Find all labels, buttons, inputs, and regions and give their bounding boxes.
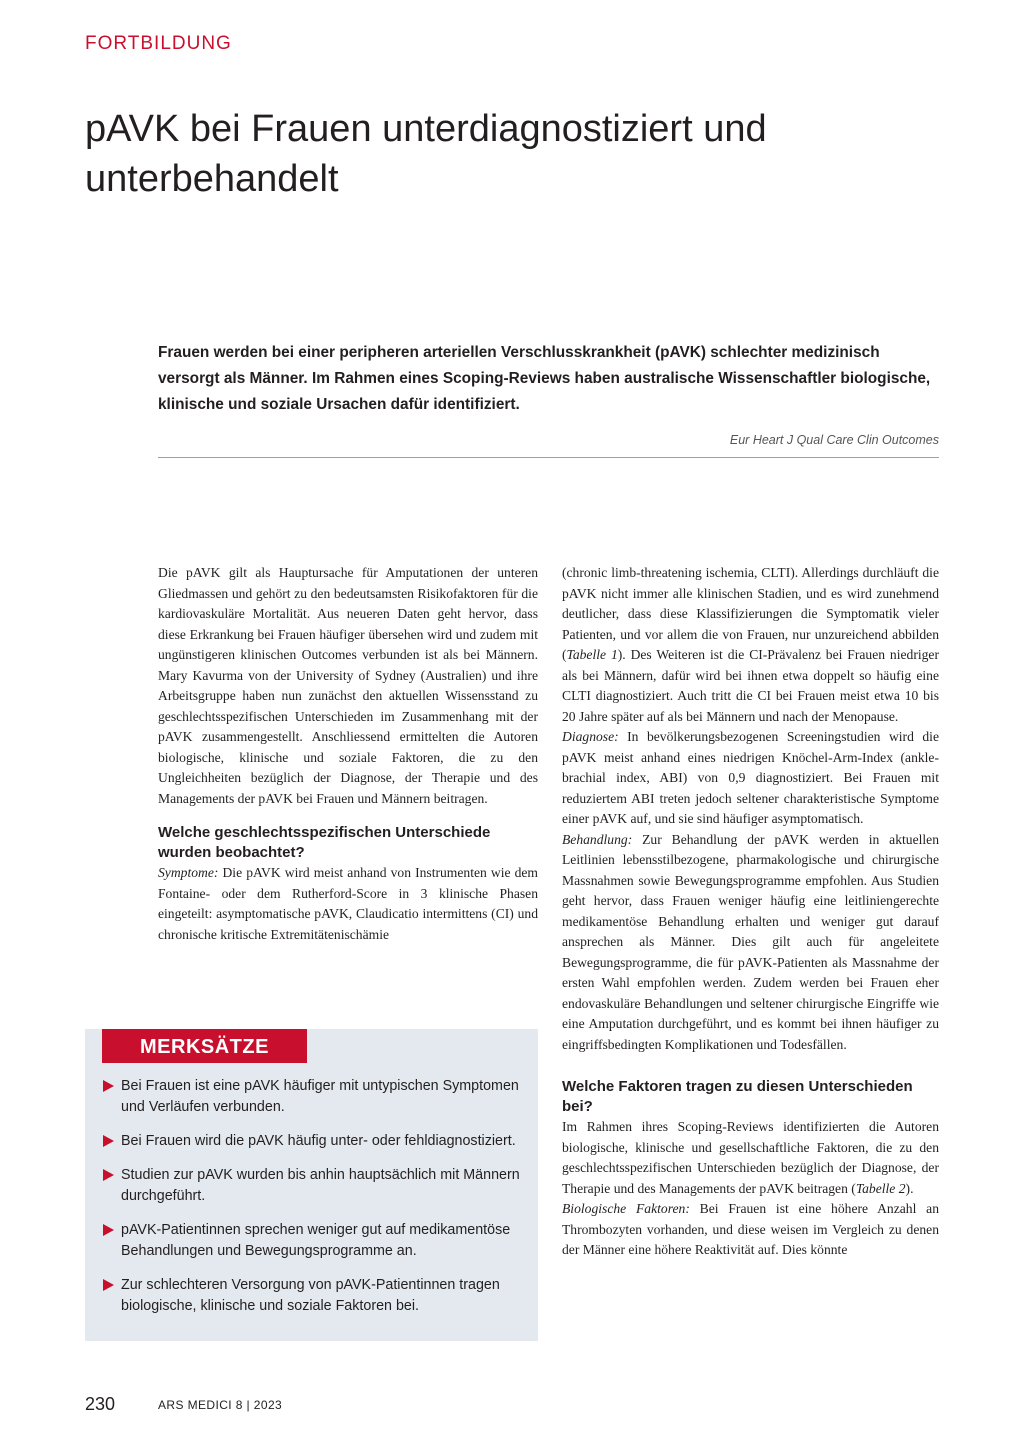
article-lead: Frauen werden bei einer peripheren arteriellen Verschlusskrankheit (pAVK) schlechter medizinisch versorgt als Männer. Im Rahmen eines Scoping-Reviews haben australische Wissenschaftler biologische, klinische und soziale Ursachen dafür identifiziert. [158,344,931,413]
heading-differences: Welche geschlechtsspezifischen Unterschiede wurden beobachtet? [158,824,491,861]
list-item-text: Bei Frauen wird die pAVK häufig unter- oder fehldiagnostiziert. [121,1133,516,1149]
list-item [103,1165,523,1207]
list-item [103,1076,523,1118]
triangle-bullet-icon [103,1080,114,1092]
list-item-text: pAVK-Patientinnen sprechen weniger gut auf medikamentöse Behandlungen und Bewegungsprogramme an. [121,1222,511,1259]
list-item-text: Studien zur pAVK wurden bis anhin hauptsächlich mit Männern durchgeführt. [121,1167,520,1204]
triangle-bullet-icon [103,1224,114,1236]
section-label: FORTBILDUNG [85,33,232,54]
triangle-bullet-icon [103,1135,114,1147]
diagnose-paragraph [562,727,939,830]
symptome-text: Die pAVK wird meist anhand von Instrumenten wie dem Fontaine- oder dem Rutherford-Score in 3 klinische Phasen eingeteilt: asymptomatische pAVK, Claudicatio intermittens (CI) und chronische kritische Extremitätenischämie [158,865,538,942]
column-right [562,563,939,1261]
classification-text-a: (chronic limb-threatening ischemia, CLTI). Allerdings durchläuft die pAVK nicht immer alle klinischen Stadien, und es wird zunehmend deutlicher, dass diese Klassifizierungen die Symptomatik vieler Patienten, und vor allem die von Frauen, nur unzureichend abbilden ( [562,565,939,662]
list-item [103,1131,523,1152]
behandlung-label: Behandlung: [562,831,633,847]
intro-paragraph: Die pAVK gilt als Hauptursache für Amputationen der unteren Gliedmassen und gehört zu den bedeutsamsten Risikofaktoren für die kardiovaskuläre Mortalität. Aus neueren Daten geht hervor, dass diese Erkrankung bei Frauen häufiger übersehen wird und zudem mit ungünstigeren klinischen Outcomes verbunden ist als bei Männern. Mary Kavurma von der University of Sydney (Australien) und ihre Arbeitsgruppe haben nun zunächst den aktuellen Wissensstand zu geschlechtsspezifischen Unterschieden im Zusammenhang mit der pAVK zusammengestellt. Anschliessend ermittelten die Autoren biologische, klinische und soziale Faktoren, die zu den Ungleichheiten bezüglich der Diagnose, der Therapie und des Managements der pAVK bei Frauen und Männern beitragen. [158,565,538,806]
symptome-label: Symptome: [158,865,219,880]
article-source: Eur Heart J Qual Care Clin Outcomes [729,433,939,447]
table-1-reference: Tabelle 1 [566,647,618,662]
lead-divider [158,457,939,458]
bio-text: Bei Frauen ist eine höhere Anzahl an Thrombozyten vorhanden, und diese weisen im Vergleich zu denen der Männer eine höhere Reaktivität auf. Dies könnte [562,1201,940,1257]
list-item-text: Zur schlechteren Versorgung von pAVK-Patientinnen tragen biologische, klinische und soziale Faktoren bei. [121,1277,500,1314]
triangle-bullet-icon [103,1169,114,1181]
list-item [103,1220,523,1262]
factors-text-b: ). [905,1180,914,1196]
column-left [158,563,538,945]
merksaetze-title: MERKSÄTZE [102,1029,307,1063]
behandlung-paragraph [562,830,939,1056]
symptome-paragraph [158,863,538,945]
list-item-text: Bei Frauen ist eine pAVK häufiger mit untypischen Symptomen und Verläufen verbunden. [121,1078,519,1115]
diagnose-text: In bevölkerungsbezogenen Screeningstudien wird die pAVK meist anhand eines niedrigen Knöchel-Arm-Index (ankle-brachial index, ABI) von 0,9 diagnostiziert. Bei Frauen mit reduziertem ABI treten jedoch seltener charakteristische Symptome einer pAVK auf, und sie sind häufiger asymptomatisch. [562,729,939,826]
diagnose-label: Diagnose: [562,729,619,744]
journal-name: ARS MEDICI 8 | 2023 [158,1398,283,1412]
behandlung-text: Zur Behandlung der pAVK werden in aktuellen Leitlinien lebensstilbezogene, pharmakologische und chirurgische Massnahmen sowie Bewegungsprogramme empfohlen. Aus Studien geht hervor, dass Frauen weniger häufig eine leitliniengerechte medikamentöse Behandlung erhalten und weniger gut darauf ansprechen als Männer. Dies gilt auch für angeleitete Bewegungsprogramme, die für pAVK-Patienten als Massnahme der ersten Wahl empfohlen werden. Zudem werden bei Frauen eher endovaskuläre Behandlungen und seltener chirurgische Eingriffe wie eine Amputation durchgeführt, und es kommt bei ihnen häufiger zu eingriffsbedingten Komplikationen und Todesfällen. [562,831,939,1052]
table-2-reference: Tabelle 2 [855,1180,906,1196]
page-number: 230 [85,1394,116,1414]
classification-text-b: ). Des Weiteren ist die CI-Prävalenz bei Frauen niedriger als bei Männern, dafür wird bei ihnen etwa doppelt so häufig eine CLTI diagnostiziert. Auch tritt die CI bei Frauen meist etwa 10 bis 20 Jahre später auf als bei Männern und nach der Menopause. [562,647,939,724]
merksaetze-list [103,1076,523,1330]
merksaetze-box [85,1029,538,1341]
classification-paragraph [562,563,939,727]
bio-label: Biologische Faktoren: [562,1201,690,1216]
heading-factors: Welche Faktoren tragen zu diesen Unterschieden bei? [562,1078,913,1115]
factors-text-a: Im Rahmen ihres Scoping-Reviews identifizierten die Autoren biologische, klinische und gesellschaftliche Faktoren, die zu den geschlechtsspezifischen Unterschieden bezüglich der Diagnose, der Therapie und des Managements der pAVK beitragen ( [562,1119,939,1196]
triangle-bullet-icon [103,1279,114,1291]
article-title: pAVK bei Frauen unterdiagnostiziert und unterbehandelt [85,108,767,200]
bio-paragraph [562,1199,939,1261]
list-item [103,1275,523,1317]
factors-paragraph [562,1117,939,1199]
